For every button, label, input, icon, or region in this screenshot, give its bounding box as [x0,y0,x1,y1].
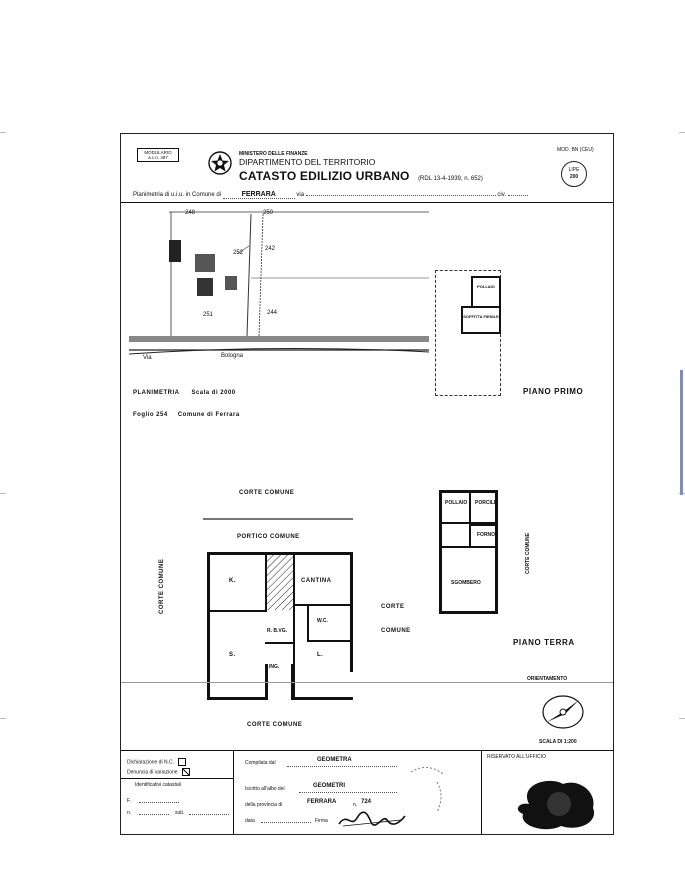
ground-floor-label: PIANO TERRA [513,638,575,647]
wall-left [207,552,210,700]
f-field[interactable] [139,802,179,803]
f-label: F. [127,798,131,804]
upper-room-1-label: POLLAIO [477,284,495,289]
emblem-icon [207,150,233,176]
room-cantina: CANTINA [301,578,332,584]
title-row [239,167,483,185]
denuncia-row [127,768,190,776]
iscritto-label: Iscritto all'albo dei [245,786,285,792]
denuncia-checkbox[interactable] [182,768,190,776]
compass-icon [539,692,587,732]
parcel-251: 251 [203,312,214,318]
upper-floor-label: PIANO PRIMO [523,387,584,396]
department-name: DIPARTIMENTO DEL TERRITORIO [239,157,376,167]
street-name: Bologna [221,353,244,359]
room-ing: ING. [269,664,280,670]
dimension-line [203,518,353,520]
room-l: L. [317,652,324,658]
corte-right-2: COMUNE [381,628,411,634]
annex-wall-vert [469,490,471,548]
n-label: n. [127,810,132,816]
parcel-248: 248 [185,210,196,216]
data-label: data [245,818,255,824]
annex-porcile: PORCILE [475,500,498,506]
modello-box [137,148,179,162]
plan-title [133,390,236,396]
stair-hatch [267,554,293,610]
law-ref: (RDL 13-4-1939, n. 652) [418,176,483,182]
dichiarazione-text: Dichiarazione di N.C. [127,759,174,766]
dichiarazione-checkbox[interactable] [178,758,186,766]
upper-room-2-label: SOFFITTA FIENILE [463,314,499,319]
grid-rule [121,682,613,683]
firma-label: Firma [315,818,328,824]
scale-label: SCALA DI 1:200 [539,739,577,745]
corte-bottom: CORTE COMUNE [247,722,303,728]
foglio-comune: Comune di Ferrara [177,412,240,418]
annex-forno: FORNO [477,532,496,538]
ministry-name: MINISTERO DELLE FINANZE [239,151,308,157]
room-k: K. [229,578,236,584]
annex-wall-bottom [439,611,497,614]
wall-ing-top [265,642,295,644]
sub-label: sub. [175,810,185,816]
foglio-text: Foglio 254 [133,412,168,418]
room-rbvg: R. B.VG. [267,628,288,634]
annex-wall-mid2 [471,524,497,526]
data-field[interactable] [261,822,311,823]
iscritto-value: GEOMETRI [313,783,346,789]
upper-room-1 [471,276,501,308]
wall-wc [307,606,309,642]
foglio-line [133,412,240,418]
parcel-252: 252 [233,250,244,256]
room-s: S. [229,652,236,658]
civ-field [508,195,528,196]
annex-corte: CORTE COMUNE [525,532,531,574]
planimetria-prefix: Planimetria di u.i.u. in Comune di [133,192,222,198]
annex-wall-right [495,490,498,614]
model-code: MOD. BN (CEU) [557,147,594,153]
footer-sep [121,778,233,779]
office-stamp-icon [509,774,601,834]
provincia-value: FERRARA [307,799,337,805]
compilata-value: GEOMETRA [317,757,352,763]
plan-title-text: PLANIMETRIA [133,390,180,396]
identificativi-label: Identificativi catastali [135,782,181,788]
wall-k [207,610,265,612]
annex-wall-top [439,490,497,493]
corte-right: CORTE [381,604,405,610]
lipe-bottom: 200 [569,174,579,180]
n-albo-value: 724 [361,799,372,805]
civ-label: civ. [497,192,506,198]
parcel-242: 242 [265,246,276,252]
iscritto-field [299,792,397,793]
planimetria-line [133,191,603,199]
doc-title: CATASTO EDILIZIO URBANO [239,169,410,183]
provincia-label: della provincia di [245,802,283,808]
compilata-label: Compilata dal [245,760,276,766]
parcel-244: 244 [267,310,278,316]
sub-field[interactable] [189,814,229,815]
via-label: via [296,192,305,198]
annex-wall-left [439,490,442,614]
dichiarazione-row [127,758,186,766]
margin-tick [679,132,685,133]
corte-left: CORTE COMUNE [159,558,165,614]
wall-cantina [293,604,353,606]
wall-bottom-right [291,697,353,700]
n-albo-label: n. [353,802,358,808]
margin-tick [0,132,6,133]
denuncia-text: Denuncia di variazione [127,769,178,776]
footer-rule [121,750,613,751]
plan-scale: Scala di 2000 [191,390,236,396]
footer-divider-2 [481,750,482,834]
wall-l-top [307,640,353,642]
upper-room-2 [461,306,501,334]
margin-tick [0,493,6,494]
annex-pollaio: POLLAIO [445,500,468,506]
annex-wall-mid3 [439,546,497,548]
riservato-label: RISERVATO ALL'UFFICIO [487,754,546,760]
portico-label: PORTICO COMUNE [237,534,300,540]
lipe-stamp [561,161,587,187]
orientation-label: ORIENTAMENTO [527,676,568,682]
round-stamp-icon [407,762,447,822]
header-rule [121,202,613,203]
n-field[interactable] [139,814,169,815]
footer-divider-1 [233,750,234,834]
compilata-field [287,766,397,767]
modello-line-2: a.c.n. 497 [148,155,168,160]
margin-edge-mark [680,370,683,495]
signature-icon [337,808,407,830]
street-prefix: Via [143,355,152,361]
wall-bottom-left [207,697,267,700]
annex-sgombero: SGOMBERO [451,580,481,586]
margin-tick [0,718,6,719]
wall-right [350,552,353,672]
via-field [306,195,496,196]
modello-line-1: MODULARIO [144,150,172,155]
cadastral-sheet [120,133,614,835]
lipe-top: LIPE [568,167,580,173]
room-wc: W.C. [317,618,328,624]
location-map [129,206,429,364]
wall-center [293,552,295,698]
parcel-250: 250 [263,210,274,216]
comune-field: FERRARA [223,191,295,199]
margin-tick [679,718,685,719]
corte-top: CORTE COMUNE [239,490,295,496]
